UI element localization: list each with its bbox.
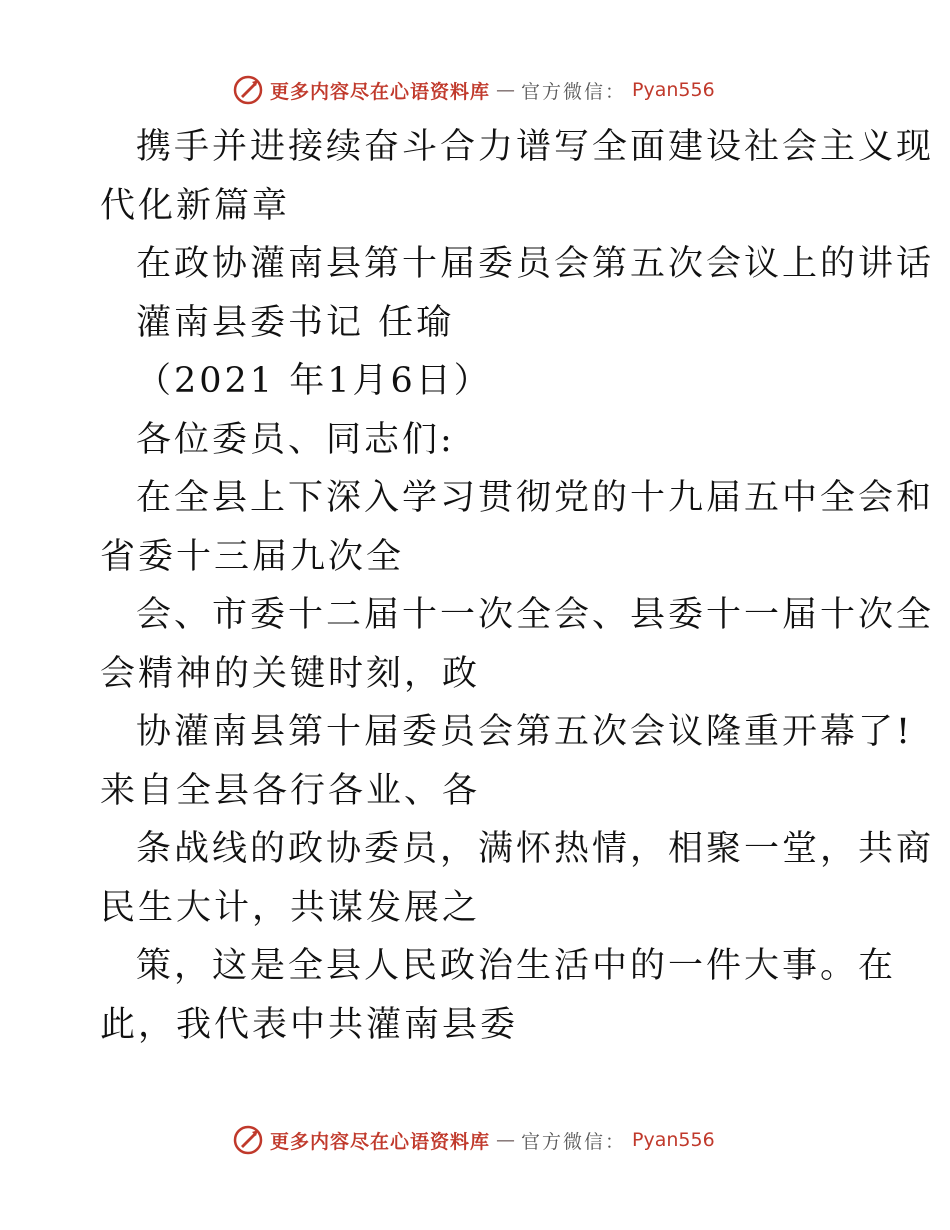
watermark-dash: —	[496, 1129, 516, 1151]
watermark-wechat-id: Pyan556	[632, 79, 715, 101]
paragraph-line: 此，我代表中共灌南县委	[100, 1004, 519, 1045]
watermark-brand: 更多内容尽在心语资料库	[270, 80, 491, 103]
paragraph-line: 策，这是全县人民政治生活中的一件大事。在	[136, 946, 897, 986]
watermark-brand: 更多内容尽在心语资料库	[270, 1130, 491, 1153]
watermark-wechat-label: 官方微信：	[521, 80, 627, 103]
watermark-footer	[232, 1122, 715, 1158]
paragraph-line: 在全县上下深入学习贯彻党的十九届五中全会和	[136, 478, 935, 518]
title-line-1: 携手并进接续奋斗合力谱写全面建设社会主义现	[136, 127, 935, 167]
document-body	[100, 118, 935, 1054]
paragraph-line: 民生大计，共谋发展之	[100, 887, 481, 928]
watermark-wechat-label: 官方微信：	[521, 1130, 627, 1153]
paragraph-line: 省委十三届九次全	[100, 536, 405, 577]
paragraph-line: 来自全县各行各业、各	[100, 770, 481, 811]
quill-logo-icon	[232, 74, 264, 106]
date-line: （2021 年1月6日）	[136, 361, 492, 401]
watermark-header	[232, 72, 715, 108]
paragraph-line: 条战线的政协委员，满怀热情，相聚一堂，共商	[136, 829, 935, 869]
paragraph-line: 协灌南县第十届委员会第五次会议隆重开幕了!	[136, 712, 914, 752]
paragraph-line: 会精神的关键时刻，政	[100, 653, 481, 694]
subtitle-line: 在政协灌南县第十届委员会第五次会议上的讲话	[136, 244, 935, 284]
quill-logo-icon	[232, 1124, 264, 1156]
watermark-dash: —	[496, 79, 516, 101]
salutation-line: 各位委员、同志们:	[136, 419, 455, 460]
author-line: 灌南县委书记 任瑜	[136, 302, 455, 343]
title-line-2: 代化新篇章	[100, 185, 291, 226]
watermark-wechat-id: Pyan556	[632, 1129, 715, 1151]
paragraph-line: 会、市委十二届十一次全会、县委十一届十次全	[136, 595, 935, 635]
